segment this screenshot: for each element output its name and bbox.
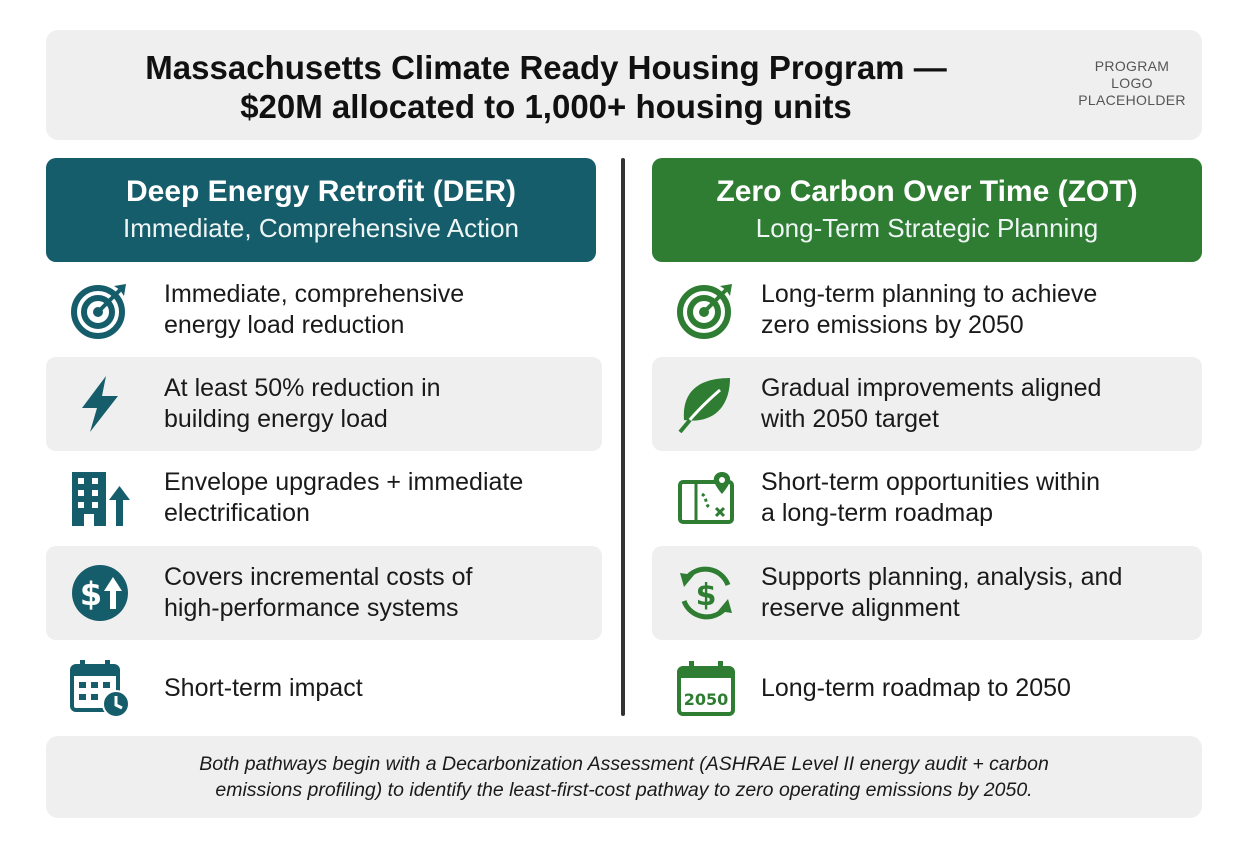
dollar-cycle-icon (676, 563, 736, 623)
der-item-4-line-2: high-performance systems (164, 594, 459, 622)
der-item-2-line-2: building energy load (164, 405, 388, 433)
zot-item-3-line-2: a long-term roadmap (761, 499, 994, 527)
der-item-1-line-2: energy load reduction (164, 311, 405, 339)
zot-item-3 (652, 451, 1202, 545)
zot-item-4-line-1: Supports planning, analysis, and (761, 563, 1123, 591)
zot-item-5 (652, 641, 1202, 735)
der-column-header (46, 158, 596, 262)
title-line-1: Massachusetts Climate Ready Housing Program — (145, 49, 947, 86)
zot-item-3-line-1: Short-term opportunities within (761, 468, 1101, 496)
zot-item-5-line-1: Long-term roadmap to 2050 (761, 673, 1071, 702)
der-item-3-line-1: Envelope upgrades + immediate (164, 468, 524, 496)
der-item-4-text (164, 546, 594, 640)
calendar-2050-icon (676, 658, 736, 718)
target-icon (676, 280, 736, 340)
der-item-5-line-1: Short-term impact (164, 673, 363, 702)
column-divider (621, 158, 625, 716)
der-item-3-text (164, 451, 594, 545)
footer-line-1: Both pathways begin with a Decarbonization Assessment (ASHRAE Level II energy audit + carbon (199, 753, 1049, 775)
zot-item-4 (652, 546, 1202, 640)
logo-line-3: PLACEHOLDER (1078, 92, 1186, 108)
calendar-2050-label: 2050 (683, 690, 729, 709)
zot-item-5-text (761, 641, 1191, 735)
zot-item-2-line-2: with 2050 target (761, 405, 939, 433)
der-item-2-line-1: At least 50% reduction in (164, 374, 441, 402)
zot-item-3-text (761, 451, 1191, 545)
der-item-1 (46, 263, 602, 357)
zot-item-2-line-1: Gradual improvements aligned (761, 374, 1102, 402)
der-item-2-text (164, 357, 594, 451)
zot-item-2 (652, 357, 1202, 451)
der-subtitle: Immediate, Comprehensive Action (123, 213, 519, 243)
svg-text:$: $ (695, 578, 717, 613)
der-title: Deep Energy Retrofit (DER) (125, 175, 517, 208)
logo-line-2: LOGO (1111, 75, 1153, 91)
zot-item-1 (652, 263, 1202, 357)
calendar-clock-icon (70, 658, 130, 718)
svg-text:$: $ (79, 575, 103, 613)
lightning-icon (70, 374, 130, 434)
der-item-4 (46, 546, 602, 640)
program-logo-placeholder (1072, 58, 1192, 109)
zot-title: Zero Carbon Over Time (ZOT) (716, 175, 1138, 208)
title-line-2: $20M allocated to 1,000+ housing units (240, 88, 852, 125)
leaf-icon (676, 374, 736, 434)
zot-item-4-text (761, 546, 1191, 640)
zot-column-header (652, 158, 1202, 262)
footer-note (46, 736, 1202, 818)
zot-subtitle: Long-Term Strategic Planning (755, 213, 1099, 243)
logo-line-1: PROGRAM (1094, 58, 1170, 74)
der-item-3 (46, 451, 602, 545)
roadmap-icon (676, 468, 736, 528)
der-item-3-line-2: electrification (164, 499, 310, 527)
header-banner (46, 30, 1202, 140)
der-item-5 (46, 641, 602, 735)
building-arrow-icon (70, 468, 130, 528)
der-item-5-text (164, 641, 594, 735)
zot-item-1-line-2: zero emissions by 2050 (761, 311, 1024, 339)
dollar-arrow-icon (70, 563, 130, 623)
zot-item-1-line-1: Long-term planning to achieve (761, 280, 1098, 308)
der-item-4-line-1: Covers incremental costs of (164, 563, 473, 591)
der-item-1-text (164, 263, 594, 357)
page-title (46, 48, 1046, 126)
target-icon (70, 280, 130, 340)
zot-item-4-line-2: reserve alignment (761, 594, 960, 622)
der-item-1-line-1: Immediate, comprehensive (164, 280, 465, 308)
footer-line-2: emissions profiling) to identify the least-first-cost pathway to zero operating emissions by 2050. (215, 779, 1033, 801)
der-item-2 (46, 357, 602, 451)
zot-item-1-text (761, 263, 1191, 357)
zot-item-2-text (761, 357, 1191, 451)
